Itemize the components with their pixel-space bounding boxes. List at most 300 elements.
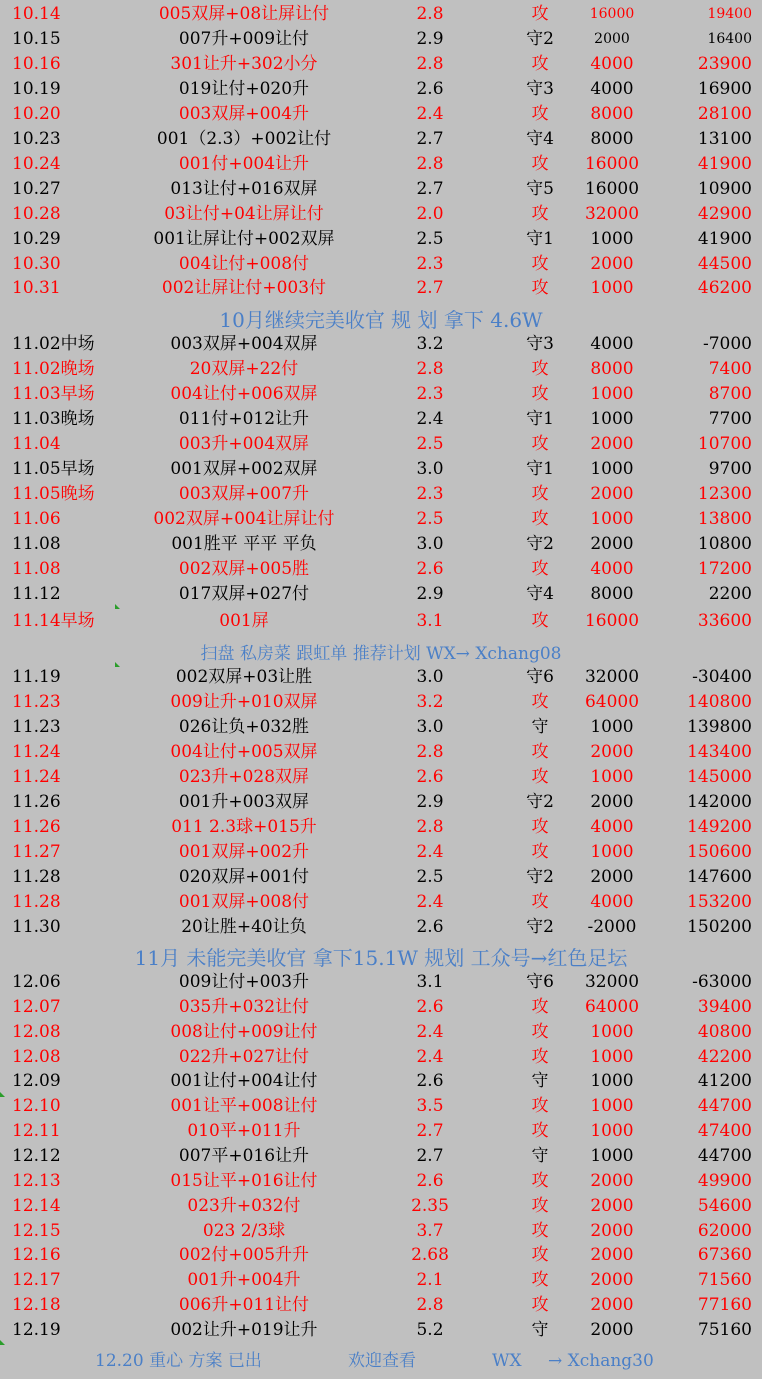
row-amount: 1000 [590, 384, 634, 404]
row-amount: 1000 [590, 1071, 634, 1092]
row-odds: 2.8 [416, 359, 444, 379]
row-odds: 3.0 [416, 717, 444, 737]
row-total: 71560 [697, 1270, 752, 1291]
row-amount: 4000 [590, 559, 634, 579]
row-position: 守2 [526, 917, 554, 937]
row-position: 攻 [531, 842, 549, 862]
row-date: 12.12 [12, 1145, 61, 1166]
corner-mark-icon [115, 662, 120, 667]
row-total: 13100 [697, 128, 752, 149]
row-pick: 019让付+020升 [178, 78, 310, 99]
row-pick: 009让付+003升 [178, 972, 310, 992]
row-pick: 001让付+004让付 [170, 1071, 318, 1092]
footer-wx-id: → Xchang30 [548, 1351, 654, 1371]
row-odds: 2.9 [416, 584, 444, 604]
row-amount: 16000 [589, 6, 635, 22]
row-odds: 2.6 [416, 1170, 444, 1191]
row-pick: 002让升+019让升 [170, 1319, 318, 1340]
row-date: 11.24 [12, 742, 61, 762]
row-date: 10.27 [12, 178, 61, 199]
row-odds: 2.8 [416, 1295, 444, 1316]
row-pick: 20让胜+40让负 [181, 917, 307, 937]
table-row [0, 665, 762, 690]
row-odds: 2.4 [416, 103, 444, 124]
table-row [0, 152, 762, 177]
row-amount: 4000 [590, 892, 634, 912]
row-amount: 16000 [584, 178, 640, 199]
table-row [0, 332, 762, 357]
row-amount: 2000 [590, 1195, 634, 1216]
row-amount: 32000 [584, 972, 640, 992]
row-date: 10.23 [12, 128, 61, 149]
row-position: 攻 [531, 1195, 549, 1216]
row-date: 11.12 [12, 584, 61, 604]
row-pick: 003升+004双屏 [178, 434, 310, 454]
table-row [0, 27, 762, 52]
row-date: 12.16 [12, 1245, 61, 1266]
row-pick: 001屏 [219, 611, 269, 631]
table-row [0, 227, 762, 252]
table-row [0, 1318, 762, 1343]
row-date: 11.19 [12, 667, 61, 687]
table-row [0, 127, 762, 152]
row-position: 守1 [526, 459, 554, 479]
row-position: 攻 [531, 103, 549, 124]
row-pick: 002双屏+004让屏让付 [153, 509, 335, 529]
row-position: 攻 [531, 434, 549, 454]
row-position: 守2 [526, 534, 554, 554]
row-position: 攻 [531, 892, 549, 912]
row-odds: 2.8 [416, 4, 444, 24]
row-position: 攻 [531, 1021, 549, 1042]
row-total: -30400 [692, 667, 752, 687]
row-amount: 1000 [590, 278, 634, 299]
row-position: 守 [531, 1319, 549, 1340]
row-date: 12.08 [12, 1021, 61, 1042]
row-date: 11.27 [12, 842, 61, 862]
row-position: 守3 [526, 334, 554, 354]
row-total: 2200 [708, 584, 752, 604]
row-date: 12.13 [12, 1170, 61, 1191]
table-row [0, 1069, 762, 1094]
row-date: 10.15 [12, 28, 61, 49]
row-total: 140800 [687, 692, 752, 712]
row-total: 150600 [687, 842, 752, 862]
row-pick: 001升+003双屏 [178, 792, 310, 812]
row-pick: 006升+011让付 [178, 1295, 310, 1316]
row-pick: 001升+004升 [187, 1270, 301, 1291]
row-pick: 301让升+302小分 [170, 53, 318, 74]
row-pick: 001（2.3）+002让付 [156, 128, 332, 149]
row-date: 12.19 [12, 1319, 61, 1340]
row-date: 11.14早场 [12, 611, 95, 631]
row-pick: 20双屏+22付 [189, 359, 299, 379]
row-amount: 64000 [584, 996, 640, 1017]
row-total: 153200 [687, 892, 752, 912]
row-date: 11.05早场 [12, 459, 95, 479]
row-pick: 002让屏让付+003付 [161, 278, 327, 299]
row-date: 11.08 [12, 534, 61, 554]
table-row [0, 1020, 762, 1045]
row-date: 11.23 [12, 692, 61, 712]
row-pick: 003双屏+004升 [178, 103, 310, 124]
row-position: 攻 [531, 359, 549, 379]
table-row [0, 1119, 762, 1144]
row-amount: 1000 [590, 509, 634, 529]
row-total: 150200 [687, 917, 752, 937]
row-date: 10.30 [12, 253, 61, 274]
row-date: 11.26 [12, 817, 61, 837]
row-date: 11.03早场 [12, 384, 95, 404]
row-pick: 013让付+016双屏 [170, 178, 318, 199]
row-total: 44700 [697, 1096, 752, 1117]
row-pick: 001双屏+008付 [178, 892, 310, 912]
row-position: 攻 [531, 253, 549, 274]
row-position: 守3 [526, 78, 554, 99]
row-amount: 4000 [590, 53, 634, 74]
row-odds: 3.2 [416, 692, 444, 712]
row-total: 8700 [708, 384, 752, 404]
row-pick: 005双屏+08让屏让付 [158, 4, 330, 24]
row-pick: 035升+032让付 [178, 996, 310, 1017]
row-date: 12.09 [12, 1071, 61, 1092]
row-amount: 2000 [590, 1295, 634, 1316]
row-amount: 2000 [590, 1245, 634, 1266]
row-date: 11.02晚场 [12, 359, 95, 379]
footer-wx-label: WX [492, 1351, 522, 1371]
table-row [0, 52, 762, 77]
row-odds: 2.8 [416, 53, 444, 74]
table-row [0, 1169, 762, 1194]
row-date: 12.11 [12, 1121, 61, 1142]
row-position: 攻 [531, 742, 549, 762]
row-date: 12.15 [12, 1220, 61, 1241]
row-amount: 2000 [590, 1270, 634, 1291]
row-pick: 002双屏+005胜 [178, 559, 310, 579]
row-total: 7700 [708, 409, 752, 429]
table-row [0, 790, 762, 815]
table-row [0, 1219, 762, 1244]
row-position: 攻 [531, 509, 549, 529]
row-total: 16400 [707, 30, 752, 47]
row-amount: 4000 [590, 334, 634, 354]
row-pick: 001付+004让升 [178, 153, 310, 174]
table-row [0, 815, 762, 840]
row-total: 10800 [697, 534, 752, 554]
row-odds: 2.5 [416, 228, 444, 249]
row-position: 守4 [526, 128, 554, 149]
row-odds: 2.8 [416, 153, 444, 174]
table-row [0, 252, 762, 277]
row-date: 11.03晚场 [12, 409, 95, 429]
row-position: 攻 [531, 1121, 549, 1142]
row-odds: 2.8 [416, 742, 444, 762]
row-pick: 023升+032付 [187, 1195, 301, 1216]
row-odds: 2.7 [416, 278, 444, 299]
row-position: 守6 [526, 667, 554, 687]
row-pick: 001让屏让付+002双屏 [153, 228, 335, 249]
row-position: 攻 [531, 1170, 549, 1191]
row-amount: 2000 [590, 534, 634, 554]
row-total: 12300 [697, 484, 752, 504]
row-amount: 1000 [590, 409, 634, 429]
row-position: 攻 [531, 1046, 549, 1067]
row-amount: 8000 [590, 103, 634, 124]
row-pick: 008让付+009让付 [170, 1021, 318, 1042]
row-date: 11.28 [12, 892, 61, 912]
table-row [0, 177, 762, 202]
row-odds: 3.1 [416, 611, 444, 631]
table-row [0, 609, 762, 634]
row-position: 攻 [531, 4, 549, 24]
row-odds: 5.2 [416, 1319, 444, 1340]
table-row [0, 2, 762, 27]
corner-mark-icon [0, 1092, 5, 1097]
row-total: 40800 [697, 1021, 752, 1042]
row-total: 41200 [697, 1071, 752, 1092]
row-odds: 2.3 [416, 384, 444, 404]
row-amount: -2000 [587, 917, 637, 937]
row-odds: 2.4 [416, 892, 444, 912]
footer-welcome-text: 欢迎查看 [348, 1351, 416, 1371]
row-amount: 2000 [590, 1319, 634, 1340]
row-pick: 004让付+006双屏 [170, 384, 318, 404]
table-row [0, 532, 762, 557]
row-total: -7000 [702, 334, 752, 354]
row-position: 攻 [531, 484, 549, 504]
table-row [0, 970, 762, 995]
table-row [0, 995, 762, 1020]
row-odds: 2.4 [416, 1021, 444, 1042]
row-position: 攻 [531, 559, 549, 579]
banner-november-summary: 11月 未能完美收官 拿下15.1W 规划 工众号→红色足坛 [134, 946, 628, 970]
row-odds: 3.5 [416, 1096, 444, 1117]
row-odds: 2.3 [416, 484, 444, 504]
row-pick: 001胜平 平平 平负 [171, 534, 317, 554]
row-date: 10.24 [12, 153, 61, 174]
row-amount: 8000 [590, 359, 634, 379]
row-amount: 1000 [590, 459, 634, 479]
row-position: 攻 [531, 996, 549, 1017]
table-row [0, 915, 762, 940]
row-amount: 4000 [590, 817, 634, 837]
row-total: 143400 [687, 742, 752, 762]
row-position: 攻 [531, 53, 549, 74]
table-row [0, 357, 762, 382]
row-date: 10.31 [12, 278, 61, 299]
row-amount: 1000 [590, 1145, 634, 1166]
row-total: 17200 [697, 559, 752, 579]
row-total: 139800 [687, 717, 752, 737]
row-odds: 2.35 [411, 1195, 449, 1216]
row-odds: 3.0 [416, 534, 444, 554]
row-position: 攻 [531, 1096, 549, 1117]
row-total: 16900 [697, 78, 752, 99]
row-position: 守4 [526, 584, 554, 604]
table-row [0, 1045, 762, 1070]
table-row [0, 1094, 762, 1119]
row-amount: 1000 [590, 767, 634, 787]
row-pick: 015让平+016让付 [170, 1170, 318, 1191]
row-position: 守1 [526, 228, 554, 249]
row-odds: 2.6 [416, 996, 444, 1017]
row-date: 12.17 [12, 1270, 61, 1291]
table-row [0, 765, 762, 790]
row-date: 11.06 [12, 509, 61, 529]
row-position: 攻 [531, 1270, 549, 1291]
row-date: 10.16 [12, 53, 61, 74]
row-pick: 020双屏+001付 [178, 867, 310, 887]
table-row [0, 1293, 762, 1318]
table-row [0, 507, 762, 532]
row-amount: 4000 [590, 78, 634, 99]
row-pick: 004让付+005双屏 [170, 742, 318, 762]
row-odds: 2.9 [416, 28, 444, 49]
row-total: 67360 [697, 1245, 752, 1266]
row-amount: 16000 [584, 153, 640, 174]
footer-note [0, 1348, 762, 1374]
row-position: 攻 [531, 384, 549, 404]
row-total: 142000 [687, 792, 752, 812]
row-position: 守5 [526, 178, 554, 199]
row-odds: 2.4 [416, 1046, 444, 1067]
table-row [0, 407, 762, 432]
row-date: 11.28 [12, 867, 61, 887]
row-odds: 2.9 [416, 792, 444, 812]
row-date: 11.08 [12, 559, 61, 579]
row-odds: 2.6 [416, 1071, 444, 1092]
row-pick: 026让负+032胜 [178, 717, 310, 737]
row-total: 47400 [697, 1121, 752, 1142]
row-total: 49900 [697, 1170, 752, 1191]
row-amount: 1000 [590, 1046, 634, 1067]
table-row [0, 1243, 762, 1268]
table-row [0, 557, 762, 582]
row-odds: 2.68 [411, 1245, 449, 1266]
table-row [0, 77, 762, 102]
row-position: 攻 [531, 692, 549, 712]
row-odds: 2.4 [416, 409, 444, 429]
row-position: 守6 [526, 972, 554, 992]
row-odds: 2.3 [416, 253, 444, 274]
row-total: 42900 [697, 203, 752, 224]
table-row [0, 457, 762, 482]
table-row [0, 715, 762, 740]
row-total: 7400 [708, 359, 752, 379]
row-position: 攻 [531, 817, 549, 837]
row-position: 攻 [531, 1220, 549, 1241]
row-odds: 2.7 [416, 178, 444, 199]
row-date: 10.28 [12, 203, 61, 224]
row-amount: 1000 [590, 1096, 634, 1117]
row-odds: 2.8 [416, 817, 444, 837]
row-odds: 2.7 [416, 128, 444, 149]
row-position: 攻 [531, 767, 549, 787]
row-position: 守 [531, 1145, 549, 1166]
row-odds: 2.5 [416, 509, 444, 529]
row-pick: 007升+009让付 [178, 28, 310, 49]
row-amount: 2000 [590, 253, 634, 274]
row-total: 44500 [697, 253, 752, 274]
row-total: 149200 [687, 817, 752, 837]
table-row [0, 202, 762, 227]
row-position: 守2 [526, 867, 554, 887]
row-pick: 004让付+008付 [178, 253, 310, 274]
table-row [0, 1268, 762, 1293]
table-row [0, 890, 762, 915]
row-position: 守 [531, 1071, 549, 1092]
row-pick: 002双屏+03让胜 [175, 667, 313, 687]
row-position: 守1 [526, 409, 554, 429]
row-amount: 8000 [590, 128, 634, 149]
row-position: 攻 [531, 1295, 549, 1316]
banner-wechat-ad: 扫盘 私房菜 跟虹单 推荐计划 WX→ Xchang08 [200, 644, 562, 664]
row-total: 39400 [697, 996, 752, 1017]
table-row [0, 432, 762, 457]
row-date: 11.23 [12, 717, 61, 737]
row-pick: 011付+012让升 [178, 409, 310, 429]
row-pick: 010平+011升 [187, 1121, 301, 1142]
row-total: 77160 [697, 1295, 752, 1316]
row-position: 守 [531, 717, 549, 737]
row-pick: 003双屏+007升 [178, 484, 310, 504]
row-pick: 011 2.3球+015升 [171, 817, 317, 837]
row-pick: 017双屏+027付 [178, 584, 310, 604]
row-date: 11.05晚场 [12, 484, 95, 504]
row-date: 10.19 [12, 78, 61, 99]
row-amount: 1000 [590, 717, 634, 737]
row-date: 12.10 [12, 1096, 61, 1117]
row-amount: 8000 [590, 584, 634, 604]
row-amount: 64000 [584, 692, 640, 712]
row-odds: 2.1 [416, 1270, 444, 1291]
table-row [0, 482, 762, 507]
row-odds: 3.7 [416, 1220, 444, 1241]
row-amount: 2000 [590, 1220, 634, 1241]
row-pick: 003双屏+004双屏 [170, 334, 318, 354]
row-date: 12.07 [12, 996, 61, 1017]
row-odds: 2.5 [416, 867, 444, 887]
row-amount: 32000 [584, 203, 640, 224]
row-date: 12.06 [12, 972, 61, 992]
row-odds: 3.0 [416, 459, 444, 479]
row-total: 145000 [687, 767, 752, 787]
row-total: 19400 [707, 6, 752, 22]
table-row [0, 840, 762, 865]
row-total: 13800 [697, 509, 752, 529]
row-pick: 023升+028双屏 [178, 767, 310, 787]
banner-october-summary: 10月继续完美收官 规 划 拿下 4.6W [219, 308, 543, 332]
table-row [0, 1144, 762, 1169]
row-date: 10.29 [12, 228, 61, 249]
row-date: 11.24 [12, 767, 61, 787]
table-row [0, 865, 762, 890]
row-date: 10.20 [12, 103, 61, 124]
row-pick: 001双屏+002升 [178, 842, 310, 862]
row-odds: 2.0 [416, 203, 444, 224]
row-odds: 3.0 [416, 667, 444, 687]
row-total: -63000 [692, 972, 752, 992]
table-row [0, 102, 762, 127]
row-amount: 2000 [590, 434, 634, 454]
row-total: 46200 [697, 278, 752, 299]
row-pick: 001双屏+002双屏 [170, 459, 318, 479]
row-odds: 2.4 [416, 842, 444, 862]
corner-mark-icon [0, 1340, 5, 1345]
row-total: 41900 [697, 153, 752, 174]
row-position: 守2 [526, 28, 554, 49]
row-pick: 03让付+04让屏让付 [164, 203, 324, 224]
